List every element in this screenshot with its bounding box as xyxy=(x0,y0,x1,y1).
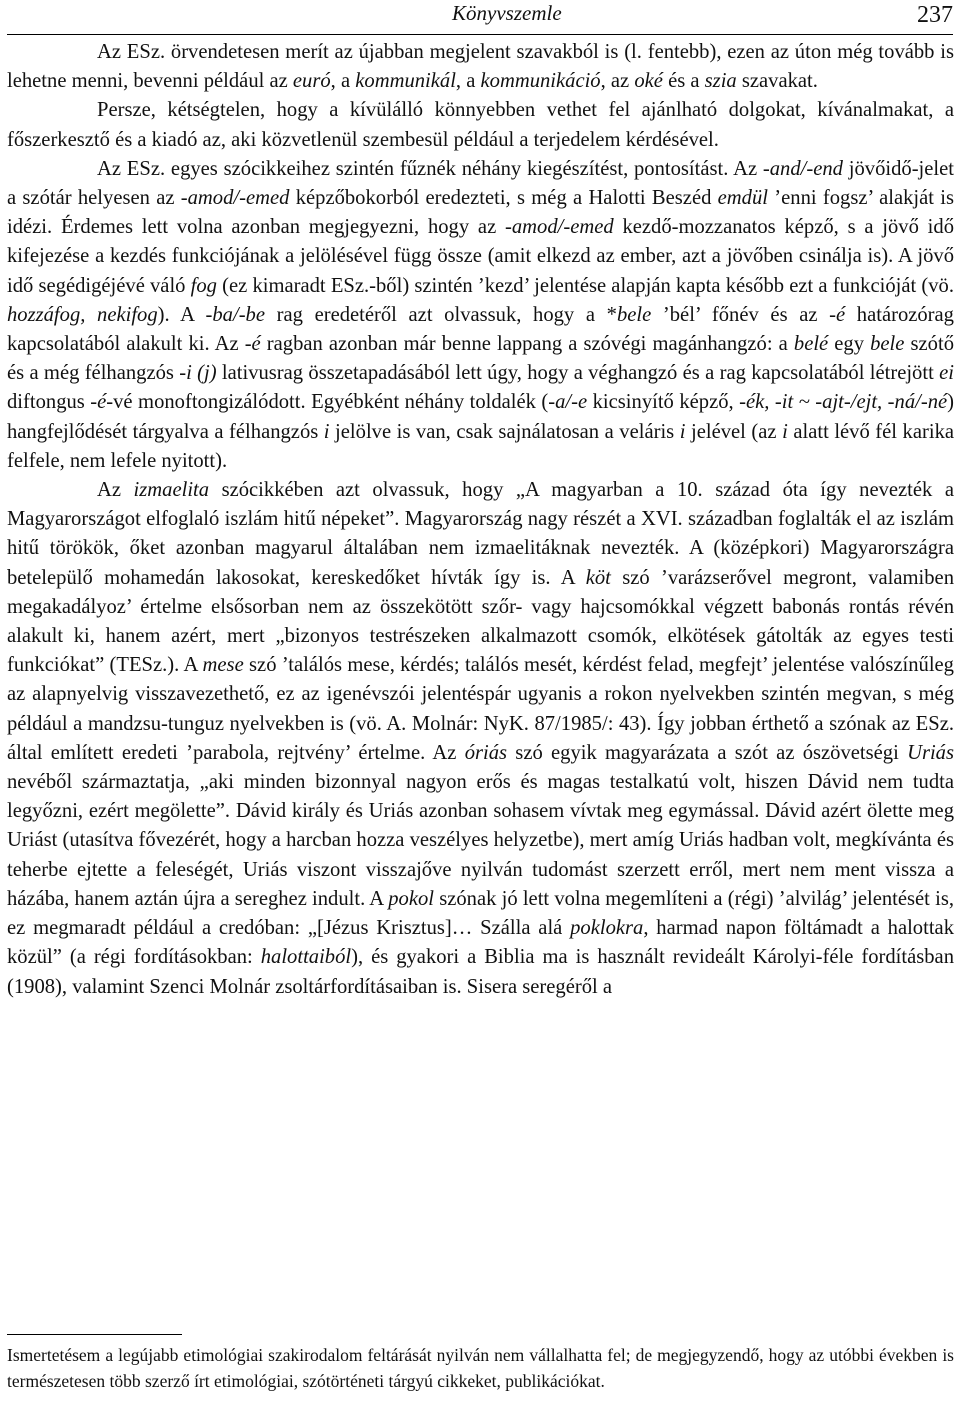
text-run: ), és gyakori a Biblia ma is használt revideált Károlyi-féle fordításban (1908), valamint Szenci Molnár zsoltárfordításaiban is. Sisera seregéről a xyxy=(7,946,954,998)
text-run: , az xyxy=(600,70,635,93)
italic-text: -i (j) xyxy=(179,362,217,385)
text-run: (ez kimaradt ESz.-ből) szintén ’kezd’ jelentése alapján kapta később ezt a funkcióját (vö. xyxy=(216,274,954,297)
text-run: -vé monoftongizálódott. Egyébként néhány toldalék (- xyxy=(106,391,556,414)
italic-text: -amod/-emed xyxy=(505,216,614,239)
text-run: jelével (az xyxy=(685,420,783,443)
italic-text: kommunikáció xyxy=(480,70,601,93)
italic-text: poklokra xyxy=(570,917,644,940)
italic-text: fog xyxy=(190,274,217,297)
paragraph xyxy=(7,96,954,154)
italic-text: and/-end xyxy=(769,157,843,180)
italic-text: -é xyxy=(90,391,107,414)
italic-text: i xyxy=(323,420,330,443)
italic-text: -ék, -it ~ -ajt-/ejt, -ná/-né xyxy=(739,391,948,414)
text-run: Az ESz. egyes szócikkeihez szintén fűznék néhány kiegészítést, pontosítást. Az - xyxy=(97,157,770,180)
body-text xyxy=(7,38,954,1002)
text-run: és a xyxy=(662,70,705,93)
text-run: határozórag kapcsolatából alakult ki. Az xyxy=(7,303,954,356)
italic-text: bele xyxy=(870,333,905,356)
paragraph xyxy=(7,476,954,1002)
italic-text: hozzáfog, nekifog xyxy=(7,303,158,326)
running-title: Könyvszemle xyxy=(452,1,562,25)
italic-text: -ba/-be xyxy=(205,303,265,326)
italic-text: halottaiból xyxy=(260,946,352,969)
text-run: szótő és a még félhangzós xyxy=(7,333,954,385)
text-run: , a xyxy=(455,70,481,93)
text-run: kicsinyítő képző, xyxy=(587,391,740,414)
text-run: szó ’találós mese, kérdés; találós mesét, kérdést felad, megfejt’ jelentése valószínűleg az alapnyelvig visszavezethető, ez az igenévszói jelentéspár ugyanis a rokon nyelvekben szintén megvan, s még például a mandzsu-tunguz nyelvekben is (vö. A. Molnár: NyK. 87/1985/: 43). Így jobban érthető a szónak az ESz. által említett eredeti ’parabola, rejtvény’ értelme. Az xyxy=(7,654,954,764)
italic-text: kommunikál xyxy=(355,70,456,93)
italic-text: -é xyxy=(829,303,846,326)
italic-text: -é xyxy=(244,333,261,356)
italic-text: belé xyxy=(793,333,829,356)
text-run: szó ’varázserővel megront, valamiben megakadályoz’ értelme elsősorban nem az összekötött szőr- vagy hajcsomókkal végzett babonás rontás révén alakult ki, hanem azért, mert „bizonyos testrészeken alkalmazott csomók, elkötések gátolták az egyes testi funkciókat” (TESz.). A xyxy=(7,566,954,677)
text-run: ’bél’ főnév és az xyxy=(651,303,830,326)
text-run: kezdő-mozzanatos képző, s a jövő idő kifejezése a kezdés funkciójának a jelölésével függ össze (amit elkezd az ember, azt a jövőben csinálja is). A jövő idő segédigéjévé váló xyxy=(7,216,955,297)
text-run: ragban azonban már benne lappang a szóvégi magánhangzó: a xyxy=(260,333,794,356)
italic-text: ei xyxy=(939,362,954,385)
text-run: szavakat. xyxy=(736,70,818,93)
text-run: nevéből származtatja, „aki minden bizonnyal nagyon erős és magas testalkatú volt, hiszen Dávid nem tudta legyőzni, ezért megölette”. Dávid király és Uriás azonban sohasem vívtak meg egymással. Dávid azért ölette meg Uriást (utasítva fővezérét, hogy a harcban hozza veszélyes helyzetbe), mert amíg Uriás hadban volt, megkívánta és teherbe ejtette a feleségét, Uriás viszont visszajőve nyilván tudomást szerzett erről, mert nem ment vissza a házába, hanem aztán újra a sereghez indult. A xyxy=(7,771,954,910)
text-run: ) hangfejlődését tárgyalva a félhangzós xyxy=(7,391,955,443)
text-run: Persze, kétségtelen, hogy a kívülálló könnyebben vethet fel ajánlható dolgokat, kívánalmakat, a főszerkesztő és a kiadó az, aki közvetlenül szembesül például a terjedelem kérdésével. xyxy=(7,99,954,151)
text-run: szó egyik magyarázata a szót az ószövetségi xyxy=(507,741,908,764)
text-run: diftongus xyxy=(7,391,91,414)
italic-text: i xyxy=(679,420,686,443)
text-run: alatt lévő fél karika felfele, nem lefele nyitott). xyxy=(7,420,955,472)
italic-text: izmaelita xyxy=(133,479,210,502)
footnote-divider xyxy=(7,1334,182,1335)
italic-text: köt xyxy=(585,566,611,589)
italic-text: szia xyxy=(704,70,737,93)
italic-text: euró xyxy=(292,70,331,93)
page-header xyxy=(7,0,953,35)
text-run: , harmad napon föltámadt a halottak közül” (a régi fordításokban: xyxy=(7,917,954,969)
italic-text: emdül xyxy=(717,187,768,210)
italic-text: -amod/-emed xyxy=(180,187,290,210)
italic-text: a/-e xyxy=(555,391,588,414)
text-run: rag eredetéről azt olvassuk, hogy a * xyxy=(265,303,617,326)
text-run: Az ESz. örvendetesen merít az újabban megjelent szavakból is (l. fentebb), ezen az úton még tovább is lehetne menni, bevenni például az xyxy=(7,41,954,93)
italic-text: mese xyxy=(202,654,244,677)
italic-text: pokol xyxy=(388,887,435,910)
text-run: egy xyxy=(828,333,871,356)
italic-text: i xyxy=(782,420,788,443)
text-run: szócikkében azt olvassuk, hogy „A magyarban a 10. század óta így nevezték a Magyarországot elfoglaló iszlám hitű népeket”. Magyarország nagy részét a XVI. században foglalták el az iszlám hitű törökök, őket azonban magyarul általában nem izmaelitáknak nevezték. A (középkori) Magyarországra betelepülő mohamedán lakosokat, kereskedőket hívták így is. A xyxy=(7,479,954,589)
page-number: 237 xyxy=(917,2,953,28)
text-run: képzőbokorból eredezteti, s még a Halotti Beszéd xyxy=(289,187,718,210)
text-run: jelölve is van, csak sajnálatosan a veláris xyxy=(329,420,680,443)
italic-text: bele xyxy=(616,303,652,326)
text-run: ). A xyxy=(157,303,206,326)
text-run: , a xyxy=(330,70,356,93)
paragraph xyxy=(7,38,954,96)
paragraph xyxy=(7,155,954,476)
text-run: szónak jó lett volna megemlíteni a (régi) ’alvilág’ jelentését is, ez megmaradt például a credóban: „[Jézus Krisztus]… Szálla alá xyxy=(7,887,954,940)
italic-text: óriás xyxy=(464,741,508,764)
footnote: Ismertetésem a legújabb etimológiai szakirodalom feltárását nyilván nem vállalhatta fel; de megjegyzendő, hogy az utóbbi években is természetesen több szerző írt etimológiai, szótörténeti tárgyú cikkeket, publikációkat. xyxy=(7,1345,954,1391)
italic-text: Uriás xyxy=(907,741,954,764)
text-run: lativusrag összetapadásából lett úgy, hogy a véghangzó és a rag kapcsolatából létrejött xyxy=(216,362,940,385)
text-run: jövőidő-jelet a szótár helyesen az xyxy=(7,157,954,210)
italic-text: oké xyxy=(634,70,663,93)
text-run: ’enni fogsz’ alakját is idézi. Érdemes lett volna azonban megjegyezni, hogy az xyxy=(7,187,954,239)
text-run: Az xyxy=(97,479,134,502)
